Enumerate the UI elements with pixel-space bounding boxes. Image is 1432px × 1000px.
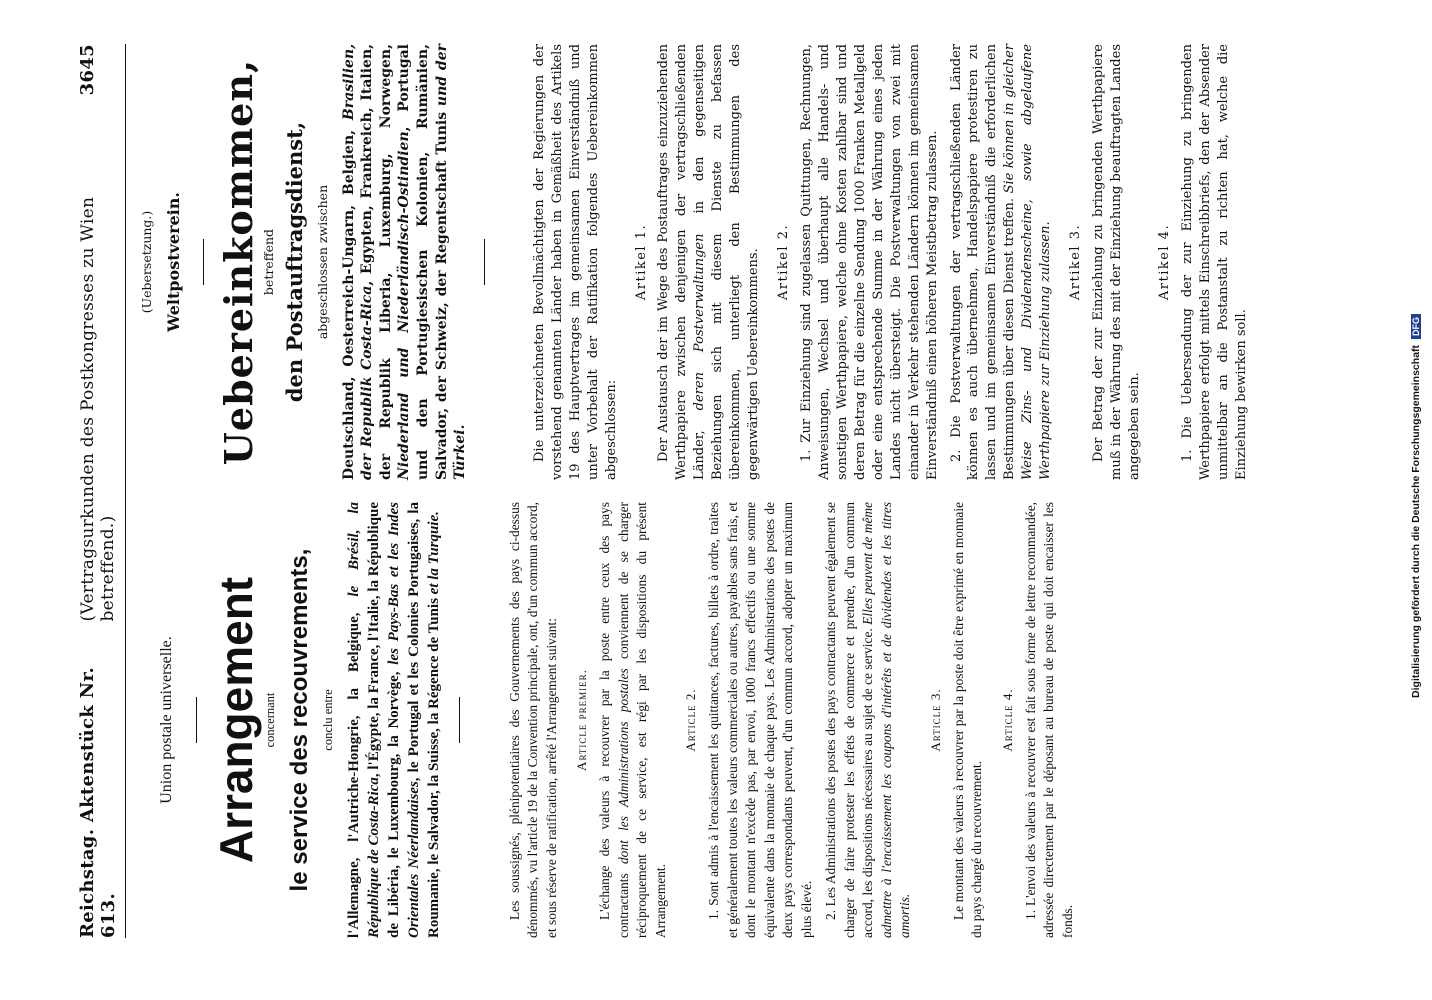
de-article-2-2 bbox=[948, 44, 1056, 480]
fr-article-1 bbox=[596, 502, 670, 938]
de-parties-a: Deutschland, Oesterreich-Ungarn, Belgien, bbox=[340, 120, 357, 480]
de-translation-note: (Uebersetzung.) bbox=[139, 210, 154, 314]
de-article-1 bbox=[655, 44, 763, 480]
de-title: Uebereinkommen, bbox=[216, 58, 262, 466]
fr-union-heading: Union postale universelle. bbox=[158, 636, 175, 804]
digitization-note bbox=[1410, 226, 1422, 786]
fr-article-2-1: 1. Sont admis à l'encaissement les quittances, factures, billets à ordre, traites et généralement toutes les valeurs commerciales ou autres, payables sans frais, et dont le montant n'excède pas, par envoi, 1000 francs effectifs ou une somme équivalente dans la monnaie de chaque pays. Les Administrations des postes de deux pays correspondants peuvent, d'un commun accord, adopter un maximum plus élevé. bbox=[706, 502, 814, 938]
header-left: Reichstag. Aktenstück Nr. 613. bbox=[77, 666, 119, 938]
de-abgeschlossen: abgeschlossen zwischen bbox=[315, 184, 331, 340]
de-art1-b: deren Postverwaltungen bbox=[692, 233, 708, 411]
digitization-text: Digitalisierung gefördert durch die Deutsche Forschungsgemeinschaft bbox=[1410, 344, 1422, 698]
de-article-4-title: Artikel 4. bbox=[1156, 223, 1172, 301]
fr-article-2-2 bbox=[822, 502, 915, 938]
de-parties-d: Niederland und Niederländisch-Ostindien bbox=[396, 131, 413, 480]
de-parties-f: und der Türkei. bbox=[433, 43, 469, 480]
fr-parties-a: l'Allemagne, l'Autriche-Hongrie, la Belgique, bbox=[346, 596, 363, 938]
de-art2-2a: 2. Die Postverwaltungen der vertragschließenden Länder können es auch übernehmen, Handelspapiere protestiren zu lassen und im gemeinsamen Einverständniß die erforderlichen Bestimmungen über diesen Dienst treffen. bbox=[948, 44, 1018, 480]
document-page bbox=[51, 20, 1381, 980]
fr-article-3: Le montant des valeurs à recouvrer par la poste doit être exprimé en monnaie du pays chargé du recouvrement. bbox=[950, 502, 985, 938]
fr-subject: le service des recouvrements, bbox=[285, 548, 313, 892]
fr-art2-2b: Elles peuvent de même admettre à l'encaissement les coupons d'intérêts et de dividendes et les titres amortis. bbox=[860, 502, 913, 938]
de-article-4: 1. Die Uebersendung der zur Einziehung zu bringenden Werthpapiere erfolgt mittels Einschreibbriefs, den der Absender unmittelbar an die Postanstalt zu richten hat, welche die Einziehung bewirken soll. bbox=[1179, 44, 1249, 480]
fr-divider bbox=[196, 697, 197, 743]
fr-parties bbox=[345, 502, 445, 938]
de-union-heading: Weltpostverein. bbox=[164, 192, 184, 332]
page-number: 3645 bbox=[77, 44, 98, 96]
fr-parties-f: et la Turquie. bbox=[426, 511, 443, 595]
de-art1-c: in den gegenseitigen Beziehungen sich mit diesem Dienste zu befassen übereinkommen, unterliegt den Bestimmungen des gegenwärtigen Uebereinkommens. bbox=[692, 44, 762, 480]
french-column bbox=[138, 502, 1368, 938]
dfg-logo: DFG bbox=[1411, 314, 1421, 339]
de-intro: Die unterzeichneten Bevollmächtigten der Regierungen der vorstehend genannten Länder haben in Gemäßheit des Artikels 19 des Hauptvertrages im gemeinsamen Einverständniß und unter Vorbehalt der Ratifikation folgendes Uebereinkommen abgeschlossen: bbox=[531, 44, 619, 480]
fr-art2-2a: 2. Les Administrations des postes des pays contractants peuvent également se charger de faire protester les effets de commerce et prendre, d'un commun accord, les dispositions nécessaires au sujet de ce service. bbox=[823, 502, 876, 938]
fr-article-2-title: Article 2. bbox=[683, 688, 699, 752]
de-art1-a: Der Austausch der im Wege des Postauftrages einzuziehenden Werthpapiere zwischen denjenigen der vertragschließenden Länder, bbox=[656, 44, 708, 480]
de-parties bbox=[340, 44, 470, 480]
fr-article-4-title: Article 4. bbox=[999, 688, 1015, 752]
de-article-1-title: Artikel 1. bbox=[633, 223, 649, 301]
de-article-3: Der Betrag der zur Einziehung zu bringenden Werthpapiere muß in der Währung des mit der Einziehung beauftragten Landes angegeben sein. bbox=[1091, 44, 1142, 480]
german-column bbox=[138, 44, 1368, 480]
de-divider bbox=[203, 239, 204, 285]
fr-parties-e: , le Portugal et les Colonies Portugaises, la Roumanie, le Salvador, la Suisse, la Régence de Tunis bbox=[406, 502, 443, 938]
fr-parties-d: les Pays-Bas et les Indes Orientales Néerlandaises bbox=[386, 502, 423, 938]
fr-title: Arrangement bbox=[210, 576, 263, 864]
fr-article-4: 1. L'envoi des valeurs à recouvrer est fait sous forme de lettre recommandée, adressée directement par le déposant au bureau de poste qui doit encaisser les fonds. bbox=[1022, 502, 1075, 938]
fr-conclu: conclu entre bbox=[321, 689, 336, 751]
fr-parties-c: , l'Égypte, la France, l'Italie, la République de Libéria, le Luxembourg, la Norvège, bbox=[366, 502, 403, 938]
de-parties-b: Brasilien, der Republik Costa-Rica bbox=[340, 44, 376, 480]
de-betreffend: betreffend bbox=[261, 228, 277, 296]
de-article-2-title: Artikel 2. bbox=[776, 223, 792, 301]
page-header bbox=[77, 44, 126, 938]
fr-art1-c: conviennent de se charger réciproquement de ce service, est régi par les dispositions du présent Arrangement. bbox=[615, 501, 668, 938]
fr-concernant: concernant bbox=[262, 692, 277, 748]
fr-intro: Les soussignés, plénipotentiaires des Gouvernements des pays ci-dessus dénommés, vu l'article 19 de la Convention principale, ont, d'un commun accord, et sous réserve de ratification, arrêté l'Arrangement suivant: bbox=[506, 502, 559, 938]
fr-art1-a: L'échange des valeurs à recouvrer par la poste entre ceux des pays contractants bbox=[597, 502, 631, 938]
de-subject: den Postauftragsdienst, bbox=[282, 121, 308, 403]
de-divider-2 bbox=[484, 239, 485, 285]
fr-divider-2 bbox=[459, 697, 460, 743]
fr-parties-b: le Brésil, la République de Costa-Rica bbox=[346, 501, 383, 938]
de-article-2-1: 1. Zur Einziehung sind zugelassen Quittungen, Rechnungen, Anweisungen, Wechsel und überhaupt alle Handels- und sonstigen Werthpapiere, welche ohne Kosten zahlbar sind und deren Betrag für die einzelne Sendung 1000 Franken Metallgeld oder eine entsprechende Summe in der Währung eines jeden Landes nicht übersteigt. Die Postverwaltungen von zwei mit einander in Verkehr stehenden Ländern können im gemeinsamen Einverständniß einen höheren Meistbetrag zulassen. bbox=[799, 44, 940, 480]
de-parties-e: , Portugal und den Portugiesischen Kolonien, Rumänien, Salvador, der Schweiz, der Regentschaft Tunis bbox=[396, 44, 450, 480]
de-article-3-title: Artikel 3. bbox=[1068, 223, 1084, 301]
de-art2-2b: Sie können in gleicher Weise Zins- und Dividendenscheine, sowie abgelaufene Werthpapiere zur Einziehung zulassen. bbox=[1002, 44, 1054, 480]
fr-article-1-title: Article premier. bbox=[574, 669, 590, 771]
de-parties-c: , Egypten, Frankreich, Italien, der Republik Liberia, Luxemburg, Norwegen, bbox=[359, 44, 394, 480]
fr-article-3-title: Article 3. bbox=[927, 688, 943, 752]
fr-art1-b: dont les Administrations postales bbox=[615, 668, 631, 865]
header-middle: (Vertragsurkunden des Postkongresses zu Wien betreffend.) bbox=[78, 196, 118, 622]
